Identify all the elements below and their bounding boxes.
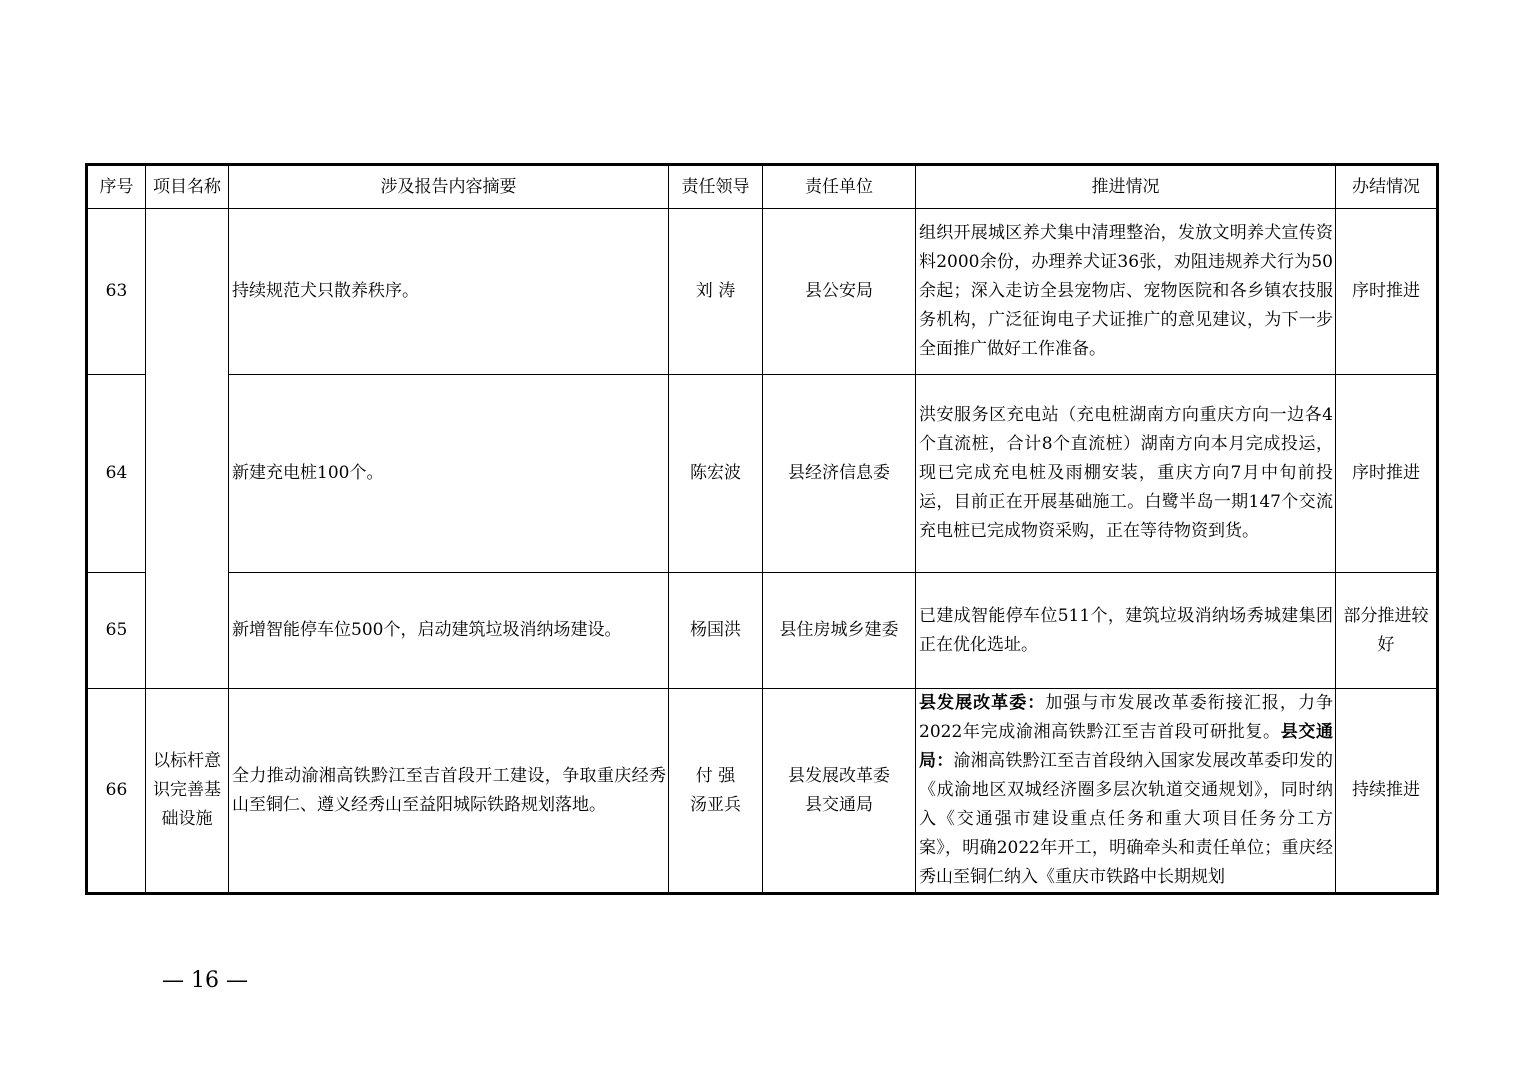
row-leader-cell [669, 689, 763, 894]
table-row [87, 375, 1438, 573]
row-unit: 县住房城乡建委 [763, 573, 916, 689]
header-unit: 责任单位 [763, 165, 916, 209]
row-progress: 洪安服务区充电站（充电桩湖南方向重庆方向一边各4个直流桩，合计8个直流桩）湖南方向本月完成投运，现已完成充电桩及雨棚安装，重庆方向7月中旬前投运，目前正在开展基础施工。白鹭半岛一期147个交流充电桩已完成物资采购，正在等待物资到货。 [916, 375, 1336, 573]
row-unit: 县公安局 [763, 209, 916, 375]
header-summary: 涉及报告内容摘要 [229, 165, 669, 209]
row-leader-1: 付 强 [695, 765, 736, 786]
table-row [87, 573, 1438, 689]
row-summary: 新建充电桩100个。 [229, 375, 669, 573]
row-leader: 杨国洪 [669, 573, 763, 689]
progress-label-transport: 县交通局： [919, 722, 1334, 771]
row-no: 66 [87, 689, 146, 894]
row-project: 以标杆意识完善基础设施 [146, 689, 229, 894]
progress-text-transport: 渝湘高铁黔江至吉首段纳入国家发展改革委印发的《成渝地区双城经济圈多层次轨道交通规划》，同时纳入《交通强市建设重点任务和重大项目任务分工方案》，明确2022年开工，明确牵头和责任单位；重庆经秀山至铜仁纳入《重庆市铁路中长期规划 [919, 751, 1334, 887]
row-summary: 全力推动渝湘高铁黔江至吉首段开工建设，争取重庆经秀山至铜仁、遵义经秀山至益阳城际铁路规划落地。 [229, 689, 669, 894]
row-no: 65 [87, 573, 146, 689]
row-summary: 新增智能停车位500个，启动建筑垃圾消纳场建设。 [229, 573, 669, 689]
row-unit-1: 县发展改革委 [788, 765, 890, 786]
row-progress: 已建成智能停车位511个，建筑垃圾消纳场秀城建集团正在优化选址。 [916, 573, 1336, 689]
row-no: 63 [87, 209, 146, 375]
row-status: 序时推进 [1336, 209, 1438, 375]
progress-table [85, 163, 1439, 895]
row-leader: 陈宏波 [669, 375, 763, 573]
row-unit-2: 县交通局 [805, 794, 873, 815]
row-progress-cell [916, 689, 1336, 894]
header-no: 序号 [87, 165, 146, 209]
row-unit: 县经济信息委 [763, 375, 916, 573]
row-project-empty [146, 209, 229, 689]
row-status: 持续推进 [1336, 689, 1438, 894]
header-status: 办结情况 [1336, 165, 1438, 209]
page-number: — 16 — [162, 968, 248, 993]
row-status: 序时推进 [1336, 375, 1438, 573]
progress-text-dev-reform: 加强与市发展改革委衔接汇报，力争2022年完成渝湘高铁黔江至吉首段可研批复。 [919, 693, 1334, 742]
row-summary: 持续规范犬只散养秩序。 [229, 209, 669, 375]
table-row [87, 689, 1438, 894]
progress-label-dev-reform: 县发展改革委： [919, 693, 1046, 713]
row-no: 64 [87, 375, 146, 573]
table-header-row [87, 165, 1438, 209]
header-project: 项目名称 [146, 165, 229, 209]
row-leader: 刘 涛 [669, 209, 763, 375]
row-unit-cell [763, 689, 916, 894]
row-status: 部分推进较好 [1336, 573, 1438, 689]
header-leader: 责任领导 [669, 165, 763, 209]
row-leader-2: 汤亚兵 [690, 794, 741, 815]
table-row [87, 209, 1438, 375]
row-progress: 组织开展城区养犬集中清理整治，发放文明养犬宣传资料2000余份，办理养犬证36张，劝阻违规养犬行为50余起；深入走访全县宠物店、宠物医院和各乡镇农技服务机构，广泛征询电子犬证推广的意见建议，为下一步全面推广做好工作准备。 [916, 209, 1336, 375]
header-progress: 推进情况 [916, 165, 1336, 209]
